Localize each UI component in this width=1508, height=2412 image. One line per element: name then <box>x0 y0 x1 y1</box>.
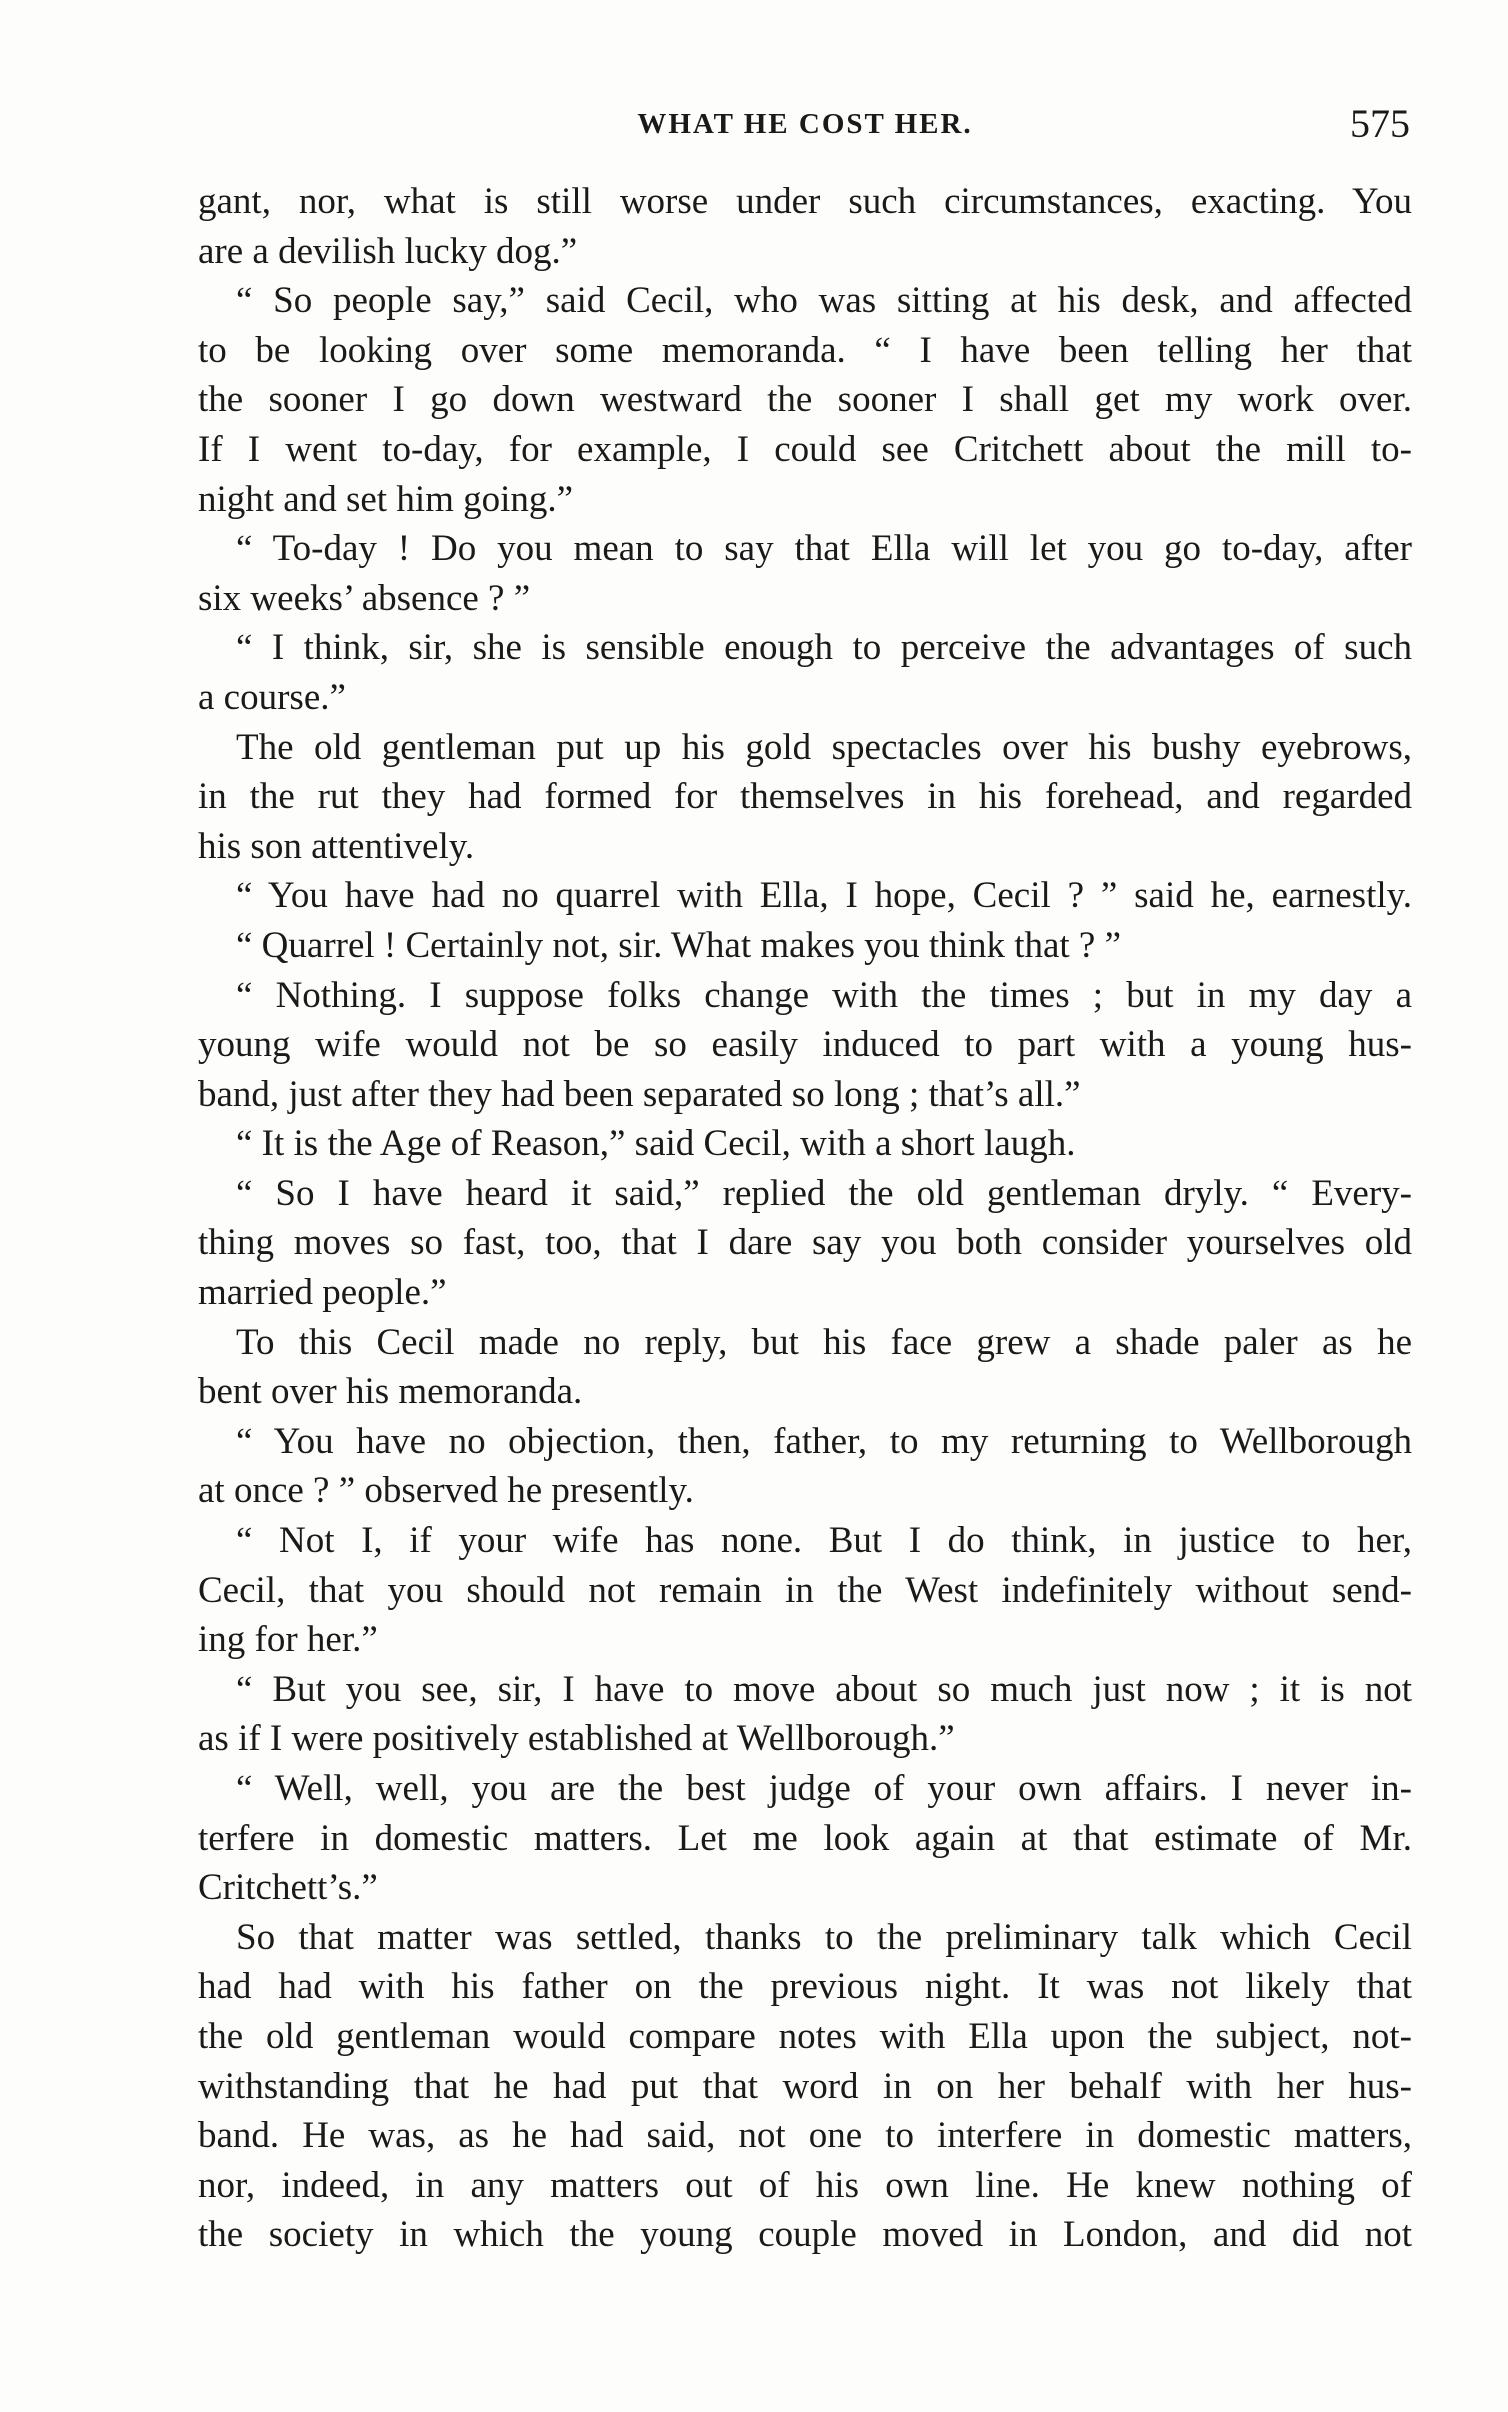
text-line: So that matter was settled, thanks to the preliminary talk which Cecil <box>236 1916 1412 1958</box>
text-line: “ But you see, sir, I have to move about so much just now ; it is not <box>236 1668 1412 1710</box>
text-line: at once ? ” observed he presently. <box>198 1470 694 1512</box>
running-head <box>200 100 1410 150</box>
text-line: “ So I have heard it said,” replied the old gentleman dryly. “ Every- <box>236 1172 1412 1214</box>
text-line: thing moves so fast, too, that I dare say you both consider yourselves old <box>198 1222 1412 1264</box>
text-line: six weeks’ absence ? ” <box>198 577 531 619</box>
text-line: “ Nothing. I suppose folks change with the times ; but in my day a <box>236 974 1412 1016</box>
text-line: are a devilish lucky dog.” <box>198 230 578 272</box>
text-line: the society in which the young couple moved in London, and did not <box>198 2214 1412 2256</box>
text-line: band, just after they had been separated so long ; that’s all.” <box>198 1073 1081 1115</box>
text-line: “ It is the Age of Reason,” said Cecil, with a short laugh. <box>236 1123 1076 1165</box>
text-line: as if I were positively established at Wellborough.” <box>198 1718 955 1760</box>
text-line: nor, indeed, in any matters out of his own line. He knew nothing of <box>198 2164 1412 2206</box>
text-line: married people.” <box>198 1272 447 1314</box>
page-number: 575 <box>1350 101 1410 146</box>
text-line: terfere in domestic matters. Let me look again at that estimate of Mr. <box>198 1817 1412 1859</box>
text-line: “ Not I, if your wife has none. But I do think, in justice to her, <box>236 1520 1412 1562</box>
text-line: in the rut they had formed for themselves in his forehead, and regarded <box>198 776 1412 818</box>
text-line: “ To-day ! Do you mean to say that Ella will let you go to-day, after <box>236 528 1412 570</box>
text-line: The old gentleman put up his gold spectacles over his bushy eyebrows, <box>236 726 1412 768</box>
text-line: had had with his father on the previous night. It was not likely that <box>198 1966 1412 2008</box>
text-line: “ You have no objection, then, father, to my returning to Wellborough <box>236 1420 1412 1462</box>
text-line: To this Cecil made no reply, but his face grew a shade paler as he <box>236 1321 1412 1363</box>
text-line: Critchett’s.” <box>198 1867 378 1909</box>
text-line: “ I think, sir, she is sensible enough to perceive the advantages of such <box>236 627 1412 669</box>
text-line: bent over his memoranda. <box>198 1371 583 1413</box>
text-line: gant, nor, what is still worse under such circumstances, exacting. You <box>198 181 1412 222</box>
text-line: the old gentleman would compare notes with Ella upon the subject, not- <box>198 2015 1412 2057</box>
text-line: band. He was, as he had said, not one to interfere in domestic matters, <box>198 2115 1412 2157</box>
text-line: withstanding that he had put that word in on her behalf with her hus- <box>198 2065 1412 2107</box>
text-line: “ You have had no quarrel with Ella, I hope, Cecil ? ” said he, earnestly. <box>236 875 1412 917</box>
text-line: young wife would not be so easily induced to part with a young hus- <box>198 1024 1412 1066</box>
body-text <box>198 177 1412 2260</box>
text-line: a course.” <box>198 676 346 718</box>
text-line: ing for her.” <box>198 1619 378 1661</box>
text-line: Cecil, that you should not remain in the West indefinitely without send- <box>198 1569 1412 1611</box>
text-line: night and set him going.” <box>198 478 574 520</box>
running-title: WHAT HE COST HER. <box>637 108 973 140</box>
text-line: “ Well, well, you are the best judge of your own affairs. I never in- <box>236 1768 1412 1809</box>
text-line: “ So people say,” said Cecil, who was sitting at his desk, and affected <box>236 280 1412 322</box>
text-line: If I went to-day, for example, I could see Critchett about the mill to- <box>198 428 1412 470</box>
text-line: the sooner I go down westward the sooner I shall get my work over. <box>198 379 1412 421</box>
text-line: to be looking over some memoranda. “ I have been telling her that <box>198 329 1412 371</box>
text-line: “ Quarrel ! Certainly not, sir. What makes you think that ? ” <box>236 924 1122 966</box>
text-line: his son attentively. <box>198 825 475 867</box>
